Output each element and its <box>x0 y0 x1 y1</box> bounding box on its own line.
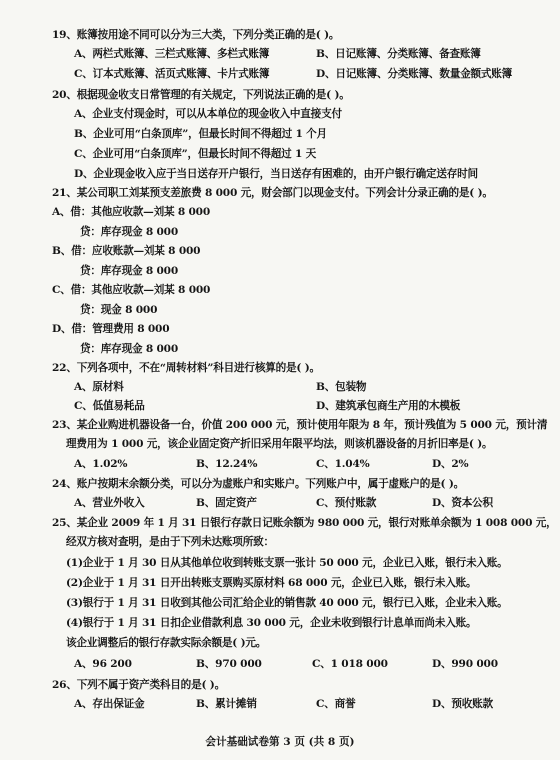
q26-stem: 26、下列不属于资产类科目的是( )。 <box>52 679 225 691</box>
q25-item-4: (4)银行于 1 月 31 日扣企业借款利息 30 000 元，企业未收到银行计息单而尚未入账。 <box>66 617 477 629</box>
q20-option-b: B、企业可用“白条顶库”，但最长时间不得超过 1 个月 <box>74 128 327 140</box>
q25-item-3: (3)银行于 1 月 31 日收到其他公司汇给企业的销售款 40 000 元，银行已入账，企业未入账。 <box>66 597 508 609</box>
q23-option-b: B、12.24% <box>196 458 258 470</box>
page-footer: 会计基础试卷第 3 页 (共 8 页) <box>205 736 355 748</box>
q25-stem-line1: 25、某企业 2009 年 1 月 31 日银行存款日记账余额为 980 000 元，银行对账单余额为 1 008 000 元， <box>52 517 557 529</box>
q25-item-2: (2)企业于 1 月 31 日开出转账支票购买原材料 68 000 元，企业已入账，银行未入账。 <box>66 577 477 589</box>
q24-stem: 24、账户按期末余额分类，可以分为虚账户和实账户。下列账户中，属于虚账户的是( )。 <box>52 478 465 490</box>
q21-option-c-credit: 贷：现金 8 000 <box>80 304 158 316</box>
q21-option-d-debit: D、借：管理费用 8 000 <box>52 323 170 335</box>
q21-option-c-debit: C、借：其他应收款—刘某 8 000 <box>52 284 211 296</box>
q22-option-d: D、建筑承包商生产用的木模板 <box>316 400 461 412</box>
q20-option-d: D、企业现金收入应于当日送存开户银行，当日送存有困难的，由开户银行确定送存时间 <box>74 168 478 180</box>
q24-option-c: C、预付账款 <box>316 497 377 509</box>
q23-stem-line1: 23、某企业购进机器设备一台，价值 200 000 元，预计使用年限为 8 年，预计残值为 5 000 元，预计清 <box>52 419 548 431</box>
q26-option-a: A、存出保证金 <box>74 698 145 710</box>
q25-option-d: D、990 000 <box>432 658 498 670</box>
q19-option-c: C、订本式账簿、活页式账簿、卡片式账簿 <box>74 68 270 80</box>
q25-option-c: C、1 018 000 <box>312 658 388 670</box>
q20-option-c: C、企业可用“白条顶库”，但最长时间不得超过 1 天 <box>74 148 317 160</box>
q20-option-a: A、企业支付现金时，可以从本单位的现金收入中直接支付 <box>74 108 342 120</box>
q25-stem-line2: 经双方核对查明，是由于下列未达账项所致： <box>66 536 274 548</box>
q21-option-a-debit: A、借：其他应收款—刘某 8 000 <box>52 206 211 218</box>
q22-option-c: C、低值易耗品 <box>74 400 145 412</box>
q23-option-c: C、1.04% <box>316 458 370 470</box>
q21-option-a-credit: 贷：库存现金 8 000 <box>80 226 179 238</box>
q21-option-b-debit: B、借：应收账款—刘某 8 000 <box>52 245 201 257</box>
q26-option-b: B、累计摊销 <box>196 698 257 710</box>
q24-option-b: B、固定资产 <box>196 497 257 509</box>
q25-option-b: B、970 000 <box>196 658 262 670</box>
q26-option-c: C、商誉 <box>316 698 356 710</box>
q23-option-d: D、2% <box>432 458 469 470</box>
q22-stem: 22、下列各项中，不在“周转材料”科目进行核算的是( )。 <box>52 362 320 374</box>
q26-option-d: D、预收账款 <box>432 698 493 710</box>
q22-option-a: A、原材料 <box>74 381 124 393</box>
q24-option-d: D、资本公积 <box>432 497 493 509</box>
q19-option-b: B、日记账簿、分类账簿、备查账簿 <box>316 48 481 60</box>
q21-option-b-credit: 贷：库存现金 8 000 <box>80 265 179 277</box>
q19-option-a: A、两栏式账簿、三栏式账簿、多栏式账簿 <box>74 48 270 60</box>
q25-option-a: A、96 200 <box>74 658 132 670</box>
q25-item-1: (1)企业于 1 月 30 日从其他单位收到转账支票一张计 50 000 元，企业已入账，银行未入账。 <box>66 557 508 569</box>
q25-ask: 该企业调整后的银行存款实际余额是( )元。 <box>66 637 267 649</box>
q23-stem-line2: 理费用为 1 000 元，该企业固定资产折旧采用年限平均法，则该机器设备的月折旧率是( )。 <box>66 438 493 450</box>
q19-stem: 19、账簿按用途不同可以分为三大类，下列分类正确的是( )。 <box>52 29 340 41</box>
q21-stem: 21、某公司职工刘某预支差旅费 8 000 元，财会部门以现金支付。下列会计分录正确的是( )。 <box>52 187 493 199</box>
q22-option-b: B、包装物 <box>316 381 367 393</box>
q24-option-a: A、营业外收入 <box>74 497 145 509</box>
q23-option-a: A、1.02% <box>74 458 128 470</box>
q19-option-d: D、日记账簿、分类账簿、数量金额式账簿 <box>316 68 513 80</box>
q21-option-d-credit: 贷：库存现金 8 000 <box>80 343 179 355</box>
q20-stem: 20、根据现金收支日常管理的有关规定，下列说法正确的是( )。 <box>52 89 350 101</box>
